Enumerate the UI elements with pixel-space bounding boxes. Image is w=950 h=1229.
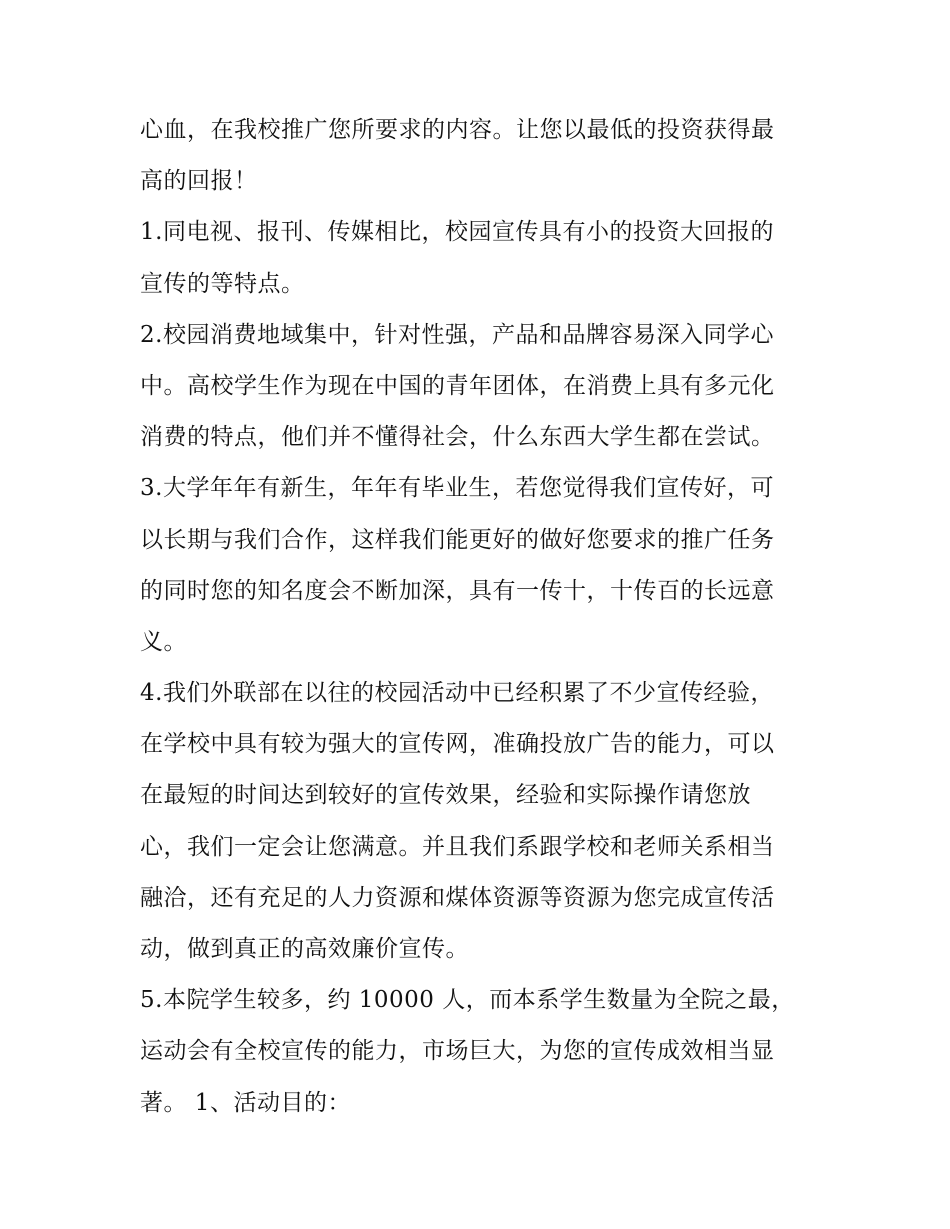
text-line: 5.本院学生较多，约 10000 人，而本系学生数量为全院之最， (140, 987, 795, 1014)
text-line: 中。高校学生作为现在中国的青年团体，在消费上具有多元化 (140, 372, 775, 399)
text-line: 的同时您的知名度会不断加深，具有一传十，十传百的长远意 (140, 577, 775, 604)
text-line: 心，我们一定会让您满意。并且我们系跟学校和老师关系相当 (140, 833, 775, 860)
text-line: 1.同电视、报刊、传媒相比，校园宣传具有小的投资大回报的 (140, 219, 774, 246)
text-line: 在最短的时间达到较好的宣传效果，经验和实际操作请您放 (140, 782, 751, 809)
text-line: 高的回报！ (140, 168, 258, 195)
text-line: 运动会有全校宣传的能力，市场巨大，为您的宣传成效相当显 (140, 1038, 775, 1065)
document-body (140, 105, 820, 1129)
text-line: 在学校中具有较为强大的宣传网，准确投放广告的能力，可以 (140, 731, 775, 758)
text-line: 著。 1、活动目的： (140, 1089, 351, 1116)
text-line: 以长期与我们合作，这样我们能更好的做好您要求的推广任务 (140, 526, 775, 553)
text-line: 心血，在我校推广您所要求的内容。让您以最低的投资获得最 (140, 117, 775, 143)
text-line: 2.校园消费地域集中，针对性强，产品和品牌容易深入同学心 (140, 321, 774, 348)
text-line: 融洽，还有充足的人力资源和煤体资源等资源为您完成宣传活 (140, 884, 775, 911)
text-line: 消费的特点，他们并不懂得社会，什么东西大学生都在尝试。 (140, 424, 775, 451)
text-line: 宣传的等特点。 (140, 270, 305, 297)
text-line: 4.我们外联部在以往的校园活动中已经积累了不少宣传经验， (140, 680, 774, 707)
text-line: 动，做到真正的高效廉价宣传。 (140, 936, 469, 962)
text-line: 3.大学年年有新生，年年有毕业生，若您觉得我们宣传好，可 (140, 475, 774, 502)
text-line: 义。 (140, 628, 187, 655)
